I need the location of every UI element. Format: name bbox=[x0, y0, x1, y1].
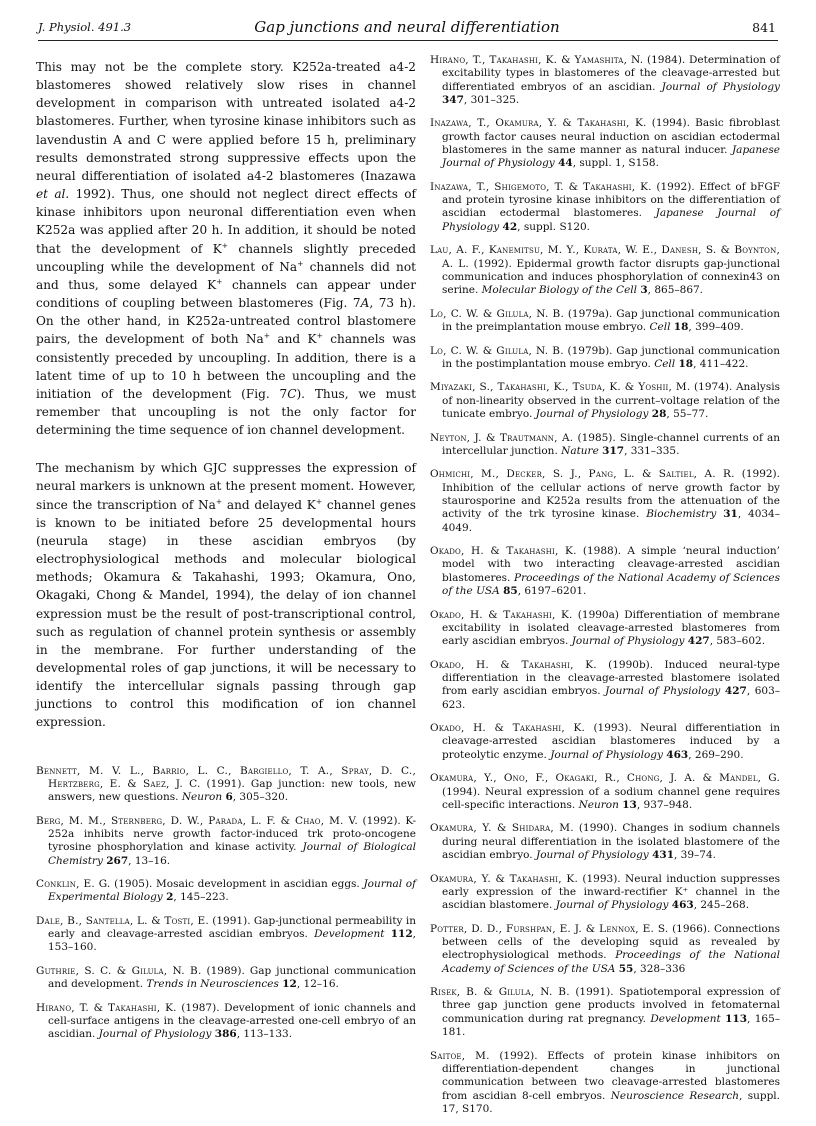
reference-journal: Proceedings of the National Academy of Sciences of the USA bbox=[442, 571, 780, 598]
reference-journal: Neuroscience Research bbox=[610, 1089, 739, 1102]
reference-journal: Development bbox=[650, 1012, 721, 1025]
reference-authors: Okado, H. & Takahashi, K. bbox=[430, 722, 586, 735]
reference-pages: , 865–867. bbox=[647, 284, 704, 297]
reference-item bbox=[430, 822, 780, 862]
reference-journal: Trends in Neurosciences bbox=[146, 978, 279, 991]
reference-authors: Ohmichi, M., Decker, S. J., Pang, L. & Saltiel, A. R. bbox=[430, 468, 735, 481]
reference-journal: Journal of Physiology bbox=[555, 899, 669, 912]
reference-text: (1990). Changes in sodium channels during neural differentiation in the isolated blastomere of the ascidian embryo. bbox=[442, 822, 780, 862]
reference-journal: Journal of Physiology bbox=[571, 635, 685, 648]
reference-authors: Neyton, J. & Trautmann, A. bbox=[430, 431, 574, 444]
reference-text: (1992). Inhibition of the cellular actions of nerve growth factor by staurosporine and K252a results from the attenuation of the activity of the trk tyrosine kinase. bbox=[442, 468, 780, 521]
reference-authors: Okado, H. & Takahashi, K. bbox=[430, 545, 577, 558]
running-title: Gap junctions and neural differentiation bbox=[254, 18, 560, 36]
reference-volume: 12 bbox=[282, 978, 297, 991]
reference-volume: 347 bbox=[442, 93, 464, 106]
reference-volume: 463 bbox=[666, 748, 689, 761]
reference-list-left bbox=[36, 765, 416, 1042]
reference-volume: 31 bbox=[723, 508, 738, 521]
reference-text: (1991). Gap-junctional permeability in early and cleavage-arrested ascidian embryos. bbox=[48, 914, 416, 941]
reference-pages: , 603–623. bbox=[442, 685, 781, 711]
reference-text: (1990b). Induced neural-type differentiation in the cleavage-arrested blastomere isolated from early ascidian embryos. bbox=[442, 658, 780, 698]
reference-pages: , 165–181. bbox=[442, 1012, 781, 1039]
reference-pages: , 399–409. bbox=[688, 321, 744, 334]
reference-pages: , suppl. S120. bbox=[517, 220, 591, 233]
reference-authors: Conklin, E. G. bbox=[36, 878, 111, 891]
reference-journal: Japanese Journal of Physiology bbox=[442, 144, 780, 170]
reference-list-right bbox=[430, 54, 780, 1116]
reference-journal: Journal of Physiology bbox=[550, 748, 663, 761]
header-rule bbox=[38, 40, 778, 41]
reference-pages: , 331–335. bbox=[624, 444, 680, 457]
reference-pages: , 269–290. bbox=[688, 748, 744, 761]
reference-item bbox=[36, 965, 416, 992]
reference-pages: , suppl. 17, S170. bbox=[442, 1089, 780, 1115]
reference-authors: Bennett, M. V. L., Barrio, L. C., Bargiello, T. A., Spray, D. C., Hertzberg, E. & Saez, J. C. bbox=[36, 764, 416, 790]
reference-authors: Inazawa, T., Shigemoto, T. & Takahashi, K. bbox=[430, 180, 652, 193]
reference-item bbox=[430, 873, 780, 913]
reference-pages: , 305–320. bbox=[232, 791, 289, 804]
reference-journal: Nature bbox=[561, 444, 599, 457]
reference-pages: , 12–16. bbox=[296, 978, 339, 991]
reference-authors: Risek, B. & Gilula, N. B. bbox=[430, 986, 570, 999]
reference-text: (1993). Neural differentiation in cleavage-arrested ascidian blastomeres induced by a proteolytic enzyme. bbox=[442, 722, 780, 761]
reference-pages: , 113–133. bbox=[236, 1028, 293, 1041]
reference-item bbox=[36, 878, 416, 905]
reference-journal: Biochemistry bbox=[646, 508, 717, 521]
reference-volume: 431 bbox=[652, 849, 674, 862]
reference-authors: Inazawa, T., Okamura, Y. & Takahashi, K. bbox=[430, 117, 647, 130]
reference-volume: 2 bbox=[166, 891, 174, 904]
reference-journal: Journal of Experimental Biology bbox=[48, 878, 416, 904]
reference-item bbox=[430, 381, 780, 421]
reference-journal: Journal of Physiology bbox=[535, 408, 649, 421]
reference-authors: Hirano, T. & Takahashi, K. bbox=[36, 1001, 177, 1014]
reference-authors: Miyazaki, S., Takahashi, K., Tsuda, K. & Yoshii, M. bbox=[430, 381, 691, 394]
reference-volume: 427 bbox=[687, 635, 710, 648]
reference-item bbox=[430, 722, 780, 762]
reference-journal: Neuron bbox=[181, 791, 223, 804]
reference-pages: , 411–422. bbox=[693, 357, 749, 370]
reference-volume: 28 bbox=[651, 408, 667, 421]
reference-item bbox=[430, 545, 780, 598]
reference-journal: Journal of Biological Chemistry bbox=[48, 841, 416, 867]
reference-volume: 427 bbox=[724, 685, 747, 698]
reference-volume: 113 bbox=[725, 1012, 747, 1025]
reference-item bbox=[430, 117, 780, 170]
reference-item bbox=[430, 923, 780, 976]
reference-item bbox=[430, 1050, 780, 1116]
reference-authors: Lau, A. F., Kanemitsu, M. Y., Kurata, W. E., Danesh, S. & Boynton, A. L. bbox=[430, 244, 780, 270]
reference-journal: Proceedings of the National Academy of Sciences of the USA bbox=[442, 949, 780, 975]
reference-item bbox=[36, 1002, 416, 1042]
reference-text: (1979b). Gap junctional communication in the postimplantation mouse embryo. bbox=[442, 344, 781, 370]
reference-authors: Okamura, Y., Ono, F., Okagaki, R., Chong, J. A. & Mandel, G. bbox=[430, 772, 780, 785]
reference-text: (1989). Gap junctional communication and development. bbox=[48, 964, 416, 991]
reference-text: (1984). Determination of excitability types in blastomeres of the cleavage-arrested but differentiated embryos of an ascidian. bbox=[442, 54, 780, 93]
reference-pages: , 153–160. bbox=[48, 928, 416, 954]
reference-item bbox=[36, 915, 416, 955]
reference-text: (1993). Neural induction suppresses early expression of the inward-rectifier K⁺ channel in the ascidian blastomere. bbox=[442, 872, 780, 912]
journal-citation: J. Physiol. 491.3 bbox=[38, 20, 132, 34]
reference-journal: Neuron bbox=[578, 798, 619, 811]
reference-volume: 386 bbox=[214, 1028, 237, 1041]
reference-item bbox=[430, 54, 780, 107]
reference-authors: Lo, C. W. & Gilula, N. B. bbox=[430, 344, 564, 357]
reference-text: (1987). Development of ionic channels and cell-surface antigens in the cleavage-arrested one-cell embryo of an ascidian. bbox=[48, 1001, 416, 1041]
reference-journal: Japanese Journal of Physiology bbox=[442, 207, 780, 233]
reference-journal: Journal of Physiology bbox=[661, 80, 780, 93]
reference-text: (1994). Neural expression of a sodium channel gene requires cell-specific interactions. bbox=[442, 785, 780, 811]
reference-authors: Potter, D. D., Furshpan, E. J. & Lennox, E. S. bbox=[430, 922, 669, 935]
reference-journal: Cell bbox=[654, 357, 676, 370]
reference-text: (1991). Spatiotemporal expression of three gap junction gene products involved in fetomaternal communication during rat pregnancy. bbox=[442, 986, 781, 1025]
reference-journal: Molecular Biology of the Cell bbox=[481, 284, 638, 297]
reference-authors: Okado, H. & Takahashi, K. bbox=[430, 658, 597, 671]
reference-authors: Lo, C. W. & Gilula, N. B. bbox=[430, 307, 564, 320]
reference-item bbox=[36, 815, 416, 868]
reference-authors: Berg, M. M., Sternberg, D. W., Parada, L. F. & Chao, M. V. bbox=[36, 814, 358, 827]
reference-volume: 112 bbox=[390, 928, 413, 941]
reference-authors: Saitoe, M. bbox=[430, 1049, 490, 1062]
reference-volume: 13 bbox=[622, 798, 637, 811]
reference-text: (1992). Epidermal growth factor disrupts gap-junctional communication and induces phosphorylation of connexin43 on serine. bbox=[442, 257, 780, 297]
reference-volume: 267 bbox=[106, 854, 129, 867]
reference-journal: Journal of Physiology bbox=[605, 685, 721, 698]
reference-item bbox=[430, 659, 780, 712]
reference-pages: , suppl. 1, S158. bbox=[572, 157, 659, 170]
reference-volume: 55 bbox=[618, 962, 634, 975]
reference-journal: Cell bbox=[649, 321, 671, 334]
right-column bbox=[430, 54, 780, 1126]
reference-text: (1994). Basic fibroblast growth factor causes neural induction on ascidian ectodermal blastomeres in the same manner as natural inducer. bbox=[442, 117, 780, 157]
reference-text: (1992). Effects of protein kinase inhibitors on differentiation-dependent changes in junctional communication between two cleavage-arrested blastomeres from ascidian 8-cell embryos. bbox=[442, 1049, 780, 1102]
reference-authors: Dale, B., Santella, L. & Tosti, E. bbox=[36, 914, 209, 927]
reference-text: (1905). Mosaic development in ascidian eggs. bbox=[110, 878, 364, 891]
reference-item bbox=[430, 345, 780, 372]
reference-pages: , 145–223. bbox=[173, 891, 229, 904]
reference-pages: , 39–74. bbox=[674, 849, 716, 862]
reference-item bbox=[430, 308, 780, 335]
reference-pages: , 328–336 bbox=[633, 962, 686, 975]
reference-item bbox=[430, 772, 780, 812]
reference-text: (1992). K-252a inhibits nerve growth factor-induced trk proto-oncogene tyrosine phosphorylation and kinase activity. bbox=[48, 814, 416, 854]
page-number: 841 bbox=[752, 20, 776, 35]
reference-pages: , 55–77. bbox=[666, 408, 709, 421]
reference-authors: Hirano, T., Takahashi, K. & Yamashita, N. bbox=[430, 54, 644, 66]
reference-text: (1966). Connections between cells of the developing squid as revealed by electrophysiological methods. bbox=[442, 922, 780, 962]
reference-journal: Development bbox=[314, 928, 385, 941]
reference-volume: 44 bbox=[558, 157, 573, 170]
body-paragraph-1: This may not be the complete story. K252a-treated a4-2 blastomeres showed relatively slow rises in channel development in comparison with untreated isolated a4-2 blastomeres. Further, when tyrosine kinase inhibitors such as lavendustin A and C were applied before 15 h, preliminary results demonstrated strong suppressive effects upon the neural differentiation of isolated a4-2 blastomeres (Inazawa et al. 1992). Thus, one should not neglect direct effects of kinase inhibitors upon neuronal differentiation even when K252a was applied after 20 h. In addition, it should be noted that the development of K+ channels slightly preceded uncoupling while the development of Na+ channels did not and thus, some delayed K+ channels can appear under conditions of coupling between blastomeres (Fig. 7A, 73 h). On the other hand, in K252a-untreated control blastomere pairs, the development of both Na+ and K+ channels was consistently preceded by uncoupling. In addition, there is a latent time of up to 10 h between the uncoupling and the initiation of the development (Fig. 7C). Thus, we must remember that uncoupling is not the only factor for determining the time sequence of ion channel development. bbox=[36, 60, 416, 438]
reference-pages: , 937–948. bbox=[636, 798, 693, 811]
reference-pages: , 583–602. bbox=[709, 635, 766, 648]
reference-item bbox=[430, 986, 780, 1039]
reference-journal: Journal of Physiology bbox=[98, 1028, 212, 1041]
reference-text: (1985). Single-channel currents of an intercellular junction. bbox=[442, 431, 781, 457]
reference-item bbox=[36, 765, 416, 805]
reference-authors: Okamura, Y. & Shidara, M. bbox=[430, 822, 574, 835]
reference-pages: , 245–268. bbox=[693, 899, 750, 912]
reference-text: (1988). A simple ‘neural induction’ model with two interacting cleavage-arrested ascidian blastomeres. bbox=[442, 545, 780, 584]
reference-authors: Okado, H. & Takahashi, K. bbox=[430, 608, 573, 621]
reference-volume: 463 bbox=[671, 899, 694, 912]
reference-text: (1992). Effect of bFGF and protein tyrosine kinase inhibitors on the differentiation of ascidian ectodermal blastomeres. bbox=[442, 180, 780, 220]
reference-item bbox=[430, 244, 780, 297]
reference-journal: Journal of Physiology bbox=[535, 849, 649, 862]
reference-volume: 317 bbox=[602, 444, 625, 457]
reference-item bbox=[430, 181, 780, 234]
left-column bbox=[36, 58, 416, 1052]
reference-item bbox=[430, 432, 780, 459]
reference-authors: Okamura, Y. & Takahashi, K. bbox=[430, 872, 578, 885]
reference-volume: 18 bbox=[678, 357, 694, 370]
reference-volume: 42 bbox=[502, 220, 518, 233]
body-paragraph-2: The mechanism by which GJC suppresses the expression of neural markers is unknown at the present moment. However, since the transcription of Na+ and delayed K+ channel genes is known to be initiated before 25 developmental hours (neurula stage) in these ascidian embryos (by electrophysiological methods and molecular biological methods; Okamura & Takahashi, 1993; Okamura, Ono, Okagaki, Chong & Mandel, 1994), the delay of ion channel expression must be the result of post-transcriptional control, such as regulation of channel protein synthesis or assembly in the membrane. For further understanding of the developmental roles of gap junctions, it will be necessary to identify the intercellular signals passing through gap junctions to control this modification of ion channel expression. bbox=[36, 461, 416, 730]
reference-text: (1990a) Differentiation of membrane excitability in isolated cleavage-arrested blastomeres from early ascidian embryos. bbox=[442, 608, 780, 648]
reference-item bbox=[430, 609, 780, 649]
reference-pages: , 6197–6201. bbox=[517, 585, 587, 598]
reference-volume: 85 bbox=[503, 585, 518, 598]
reference-volume: 18 bbox=[673, 321, 689, 334]
reference-text: (1991). Gap junction: new tools, new answers, new questions. bbox=[48, 777, 416, 804]
reference-volume: 6 bbox=[225, 791, 233, 804]
reference-pages: , 4034–4049. bbox=[442, 508, 780, 534]
reference-text: (1979a). Gap junctional communication in the preimplantation mouse embryo. bbox=[442, 307, 780, 334]
reference-pages: , 13–16. bbox=[128, 854, 171, 867]
reference-volume: 3 bbox=[640, 284, 648, 297]
reference-authors: Guthrie, S. C. & Gilula, N. B. bbox=[36, 964, 202, 977]
reference-pages: , 301–325. bbox=[463, 93, 520, 106]
reference-text: (1974). Analysis of non-linearity observed in the current–voltage relation of the tunicate embryo. bbox=[442, 381, 780, 421]
reference-item bbox=[430, 468, 780, 534]
